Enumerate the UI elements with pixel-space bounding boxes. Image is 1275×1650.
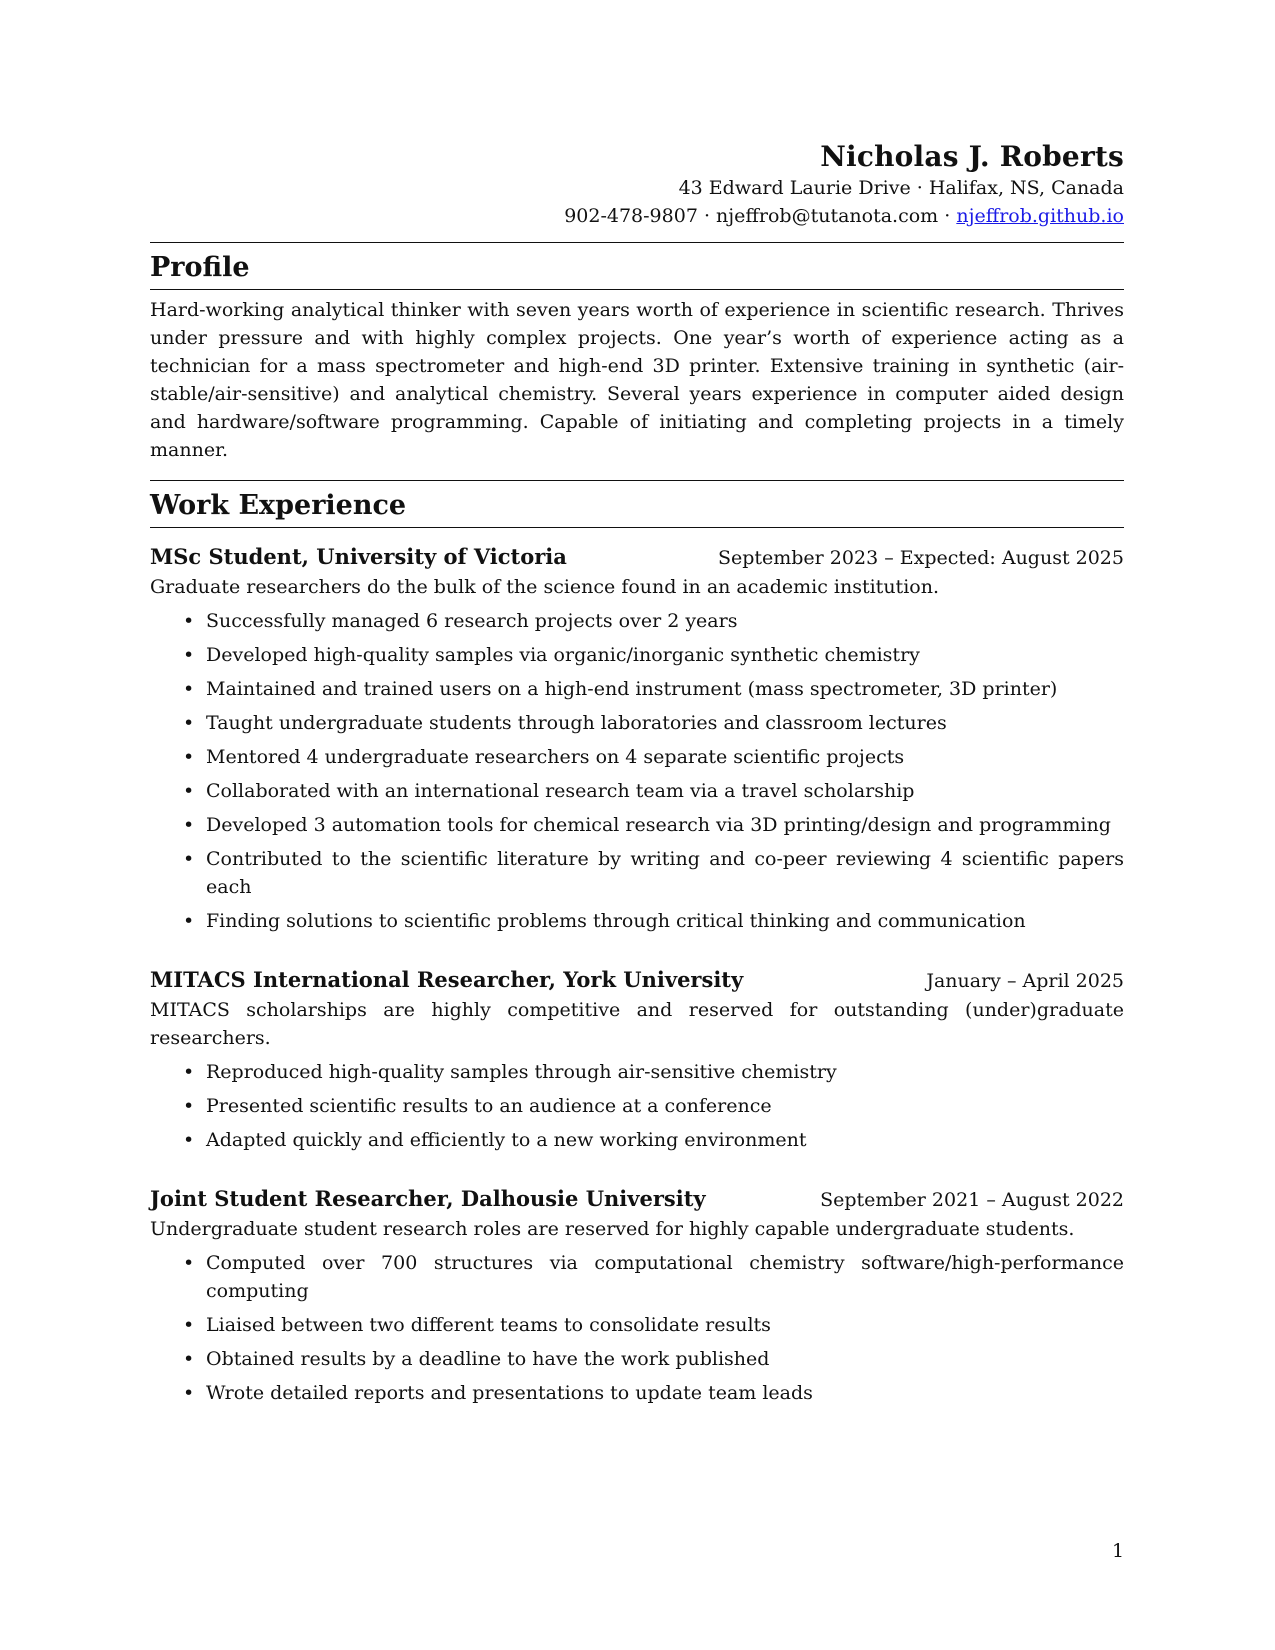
bullet-dot-icon: •	[183, 780, 195, 802]
bullet-dot-icon: •	[183, 1314, 195, 1336]
bullet-text: Contributed to the scientific literature by writing and co-peer reviewing 4 scientific papers each	[206, 848, 1124, 898]
bullet-text: Reproduced high-quality samples through air-sensitive chemistry	[206, 1061, 837, 1083]
bullet-dot-icon: •	[183, 1061, 195, 1083]
bullet-list	[150, 1249, 1124, 1407]
job-entry	[150, 542, 1124, 935]
job-dates: September 2021 – August 2022	[820, 1189, 1124, 1211]
job-title: MITACS International Researcher, York University	[150, 967, 744, 992]
job-list	[150, 542, 1124, 1407]
bullet-text: Maintained and trained users on a high-end instrument (mass spectrometer, 3D printer)	[206, 678, 1058, 700]
bullet-text: Obtained results by a deadline to have the work published	[206, 1348, 770, 1370]
bullet-dot-icon: •	[183, 712, 195, 734]
bullet-dot-icon: •	[183, 1252, 195, 1274]
bullet-text: Adapted quickly and efficiently to a new working environment	[206, 1129, 807, 1151]
section-title-work: Work Experience	[150, 490, 407, 521]
bullet-item	[150, 1345, 1124, 1373]
bullet-item	[150, 743, 1124, 771]
bullet-item	[150, 607, 1124, 635]
bullet-text: Successfully managed 6 research projects over 2 years	[206, 610, 738, 632]
section-underline	[150, 527, 1124, 528]
bullet-text: Finding solutions to scientific problems through critical thinking and communication	[206, 910, 1026, 932]
bullet-dot-icon: •	[183, 1348, 195, 1370]
bullet-text: Computed over 700 structures via computational chemistry software/high-performance computing	[206, 1252, 1124, 1302]
website-link[interactable]: njeffrob.github.io	[956, 205, 1124, 227]
bullet-text: Collaborated with an international research team via a travel scholarship	[206, 780, 915, 802]
resume-page	[150, 140, 1124, 1413]
profile-text: Hard-working analytical thinker with seven years worth of experience in scientific research. Thrives under pressure and with highly complex projects. One year’s worth of experience acting as a technician for a mass spectrometer and high-end 3D printer. Extensive training in synthetic (air-stable/air-sensitive) and analytical chemistry. Several years experience in computer aided design and hardware/software programming. Capable of initiating and completing projects in a timely manner.	[150, 299, 1124, 461]
job-title: Joint Student Researcher, Dalhousie University	[150, 1186, 706, 1211]
page-number: 1	[1112, 1540, 1125, 1562]
phone-email: 902-478-9807 · njeffrob@tutanota.com ·	[564, 205, 957, 227]
bullet-dot-icon: •	[183, 1095, 195, 1117]
bullet-item	[150, 811, 1124, 839]
resume-header	[150, 140, 1124, 230]
bullet-dot-icon: •	[183, 610, 195, 632]
bullet-item	[150, 709, 1124, 737]
bullet-item	[150, 845, 1124, 901]
job-dates: January – April 2025	[926, 970, 1124, 992]
bullet-text: Taught undergraduate students through laboratories and classroom lectures	[206, 712, 947, 734]
bullet-dot-icon: •	[183, 848, 195, 870]
bullet-dot-icon: •	[183, 746, 195, 768]
bullet-item	[150, 1058, 1124, 1086]
job-entry	[150, 1184, 1124, 1407]
bullet-dot-icon: •	[183, 1129, 195, 1151]
section-title-profile: Profile	[150, 252, 250, 283]
job-dates: September 2023 – Expected: August 2025	[717, 547, 1124, 569]
bullet-item	[150, 777, 1124, 805]
job-description: Graduate researchers do the bulk of the science found in an academic institution.	[150, 576, 939, 598]
bullet-item	[150, 1249, 1124, 1305]
bullet-text: Presented scientific results to an audience at a conference	[206, 1095, 772, 1117]
section-divider	[150, 242, 1124, 243]
bullet-dot-icon: •	[183, 1382, 195, 1404]
bullet-list	[150, 1058, 1124, 1154]
bullet-text: Developed 3 automation tools for chemical research via 3D printing/design and programming	[206, 814, 1111, 836]
bullet-text: Developed high-quality samples via organic/inorganic synthetic chemistry	[206, 644, 920, 666]
bullet-dot-icon: •	[183, 910, 195, 932]
bullet-text: Liaised between two different teams to consolidate results	[206, 1314, 771, 1336]
job-entry	[150, 965, 1124, 1154]
candidate-name: Nicholas J. Roberts	[820, 140, 1124, 173]
bullet-item	[150, 1126, 1124, 1154]
bullet-dot-icon: •	[183, 814, 195, 836]
bullet-item	[150, 1092, 1124, 1120]
section-divider	[150, 480, 1124, 481]
job-header	[150, 965, 1124, 996]
address-line: 43 Edward Laurie Drive · Halifax, NS, Canada	[678, 177, 1124, 199]
job-header	[150, 542, 1124, 573]
bullet-list	[150, 607, 1124, 935]
bullet-item	[150, 1379, 1124, 1407]
bullet-item	[150, 1311, 1124, 1339]
bullet-text: Wrote detailed reports and presentations to update team leads	[206, 1382, 813, 1404]
contact-line	[150, 202, 1124, 230]
job-header	[150, 1184, 1124, 1215]
bullet-dot-icon: •	[183, 678, 195, 700]
job-title: MSc Student, University of Victoria	[150, 544, 567, 569]
bullet-text: Mentored 4 undergraduate researchers on 4 separate scientific projects	[206, 746, 905, 768]
job-description: MITACS scholarships are highly competitive and reserved for outstanding (under)graduate researchers.	[150, 999, 1124, 1049]
section-underline	[150, 289, 1124, 290]
bullet-dot-icon: •	[183, 644, 195, 666]
job-description: Undergraduate student research roles are reserved for highly capable undergraduate students.	[150, 1218, 1075, 1240]
bullet-item	[150, 675, 1124, 703]
bullet-item	[150, 641, 1124, 669]
bullet-item	[150, 907, 1124, 935]
